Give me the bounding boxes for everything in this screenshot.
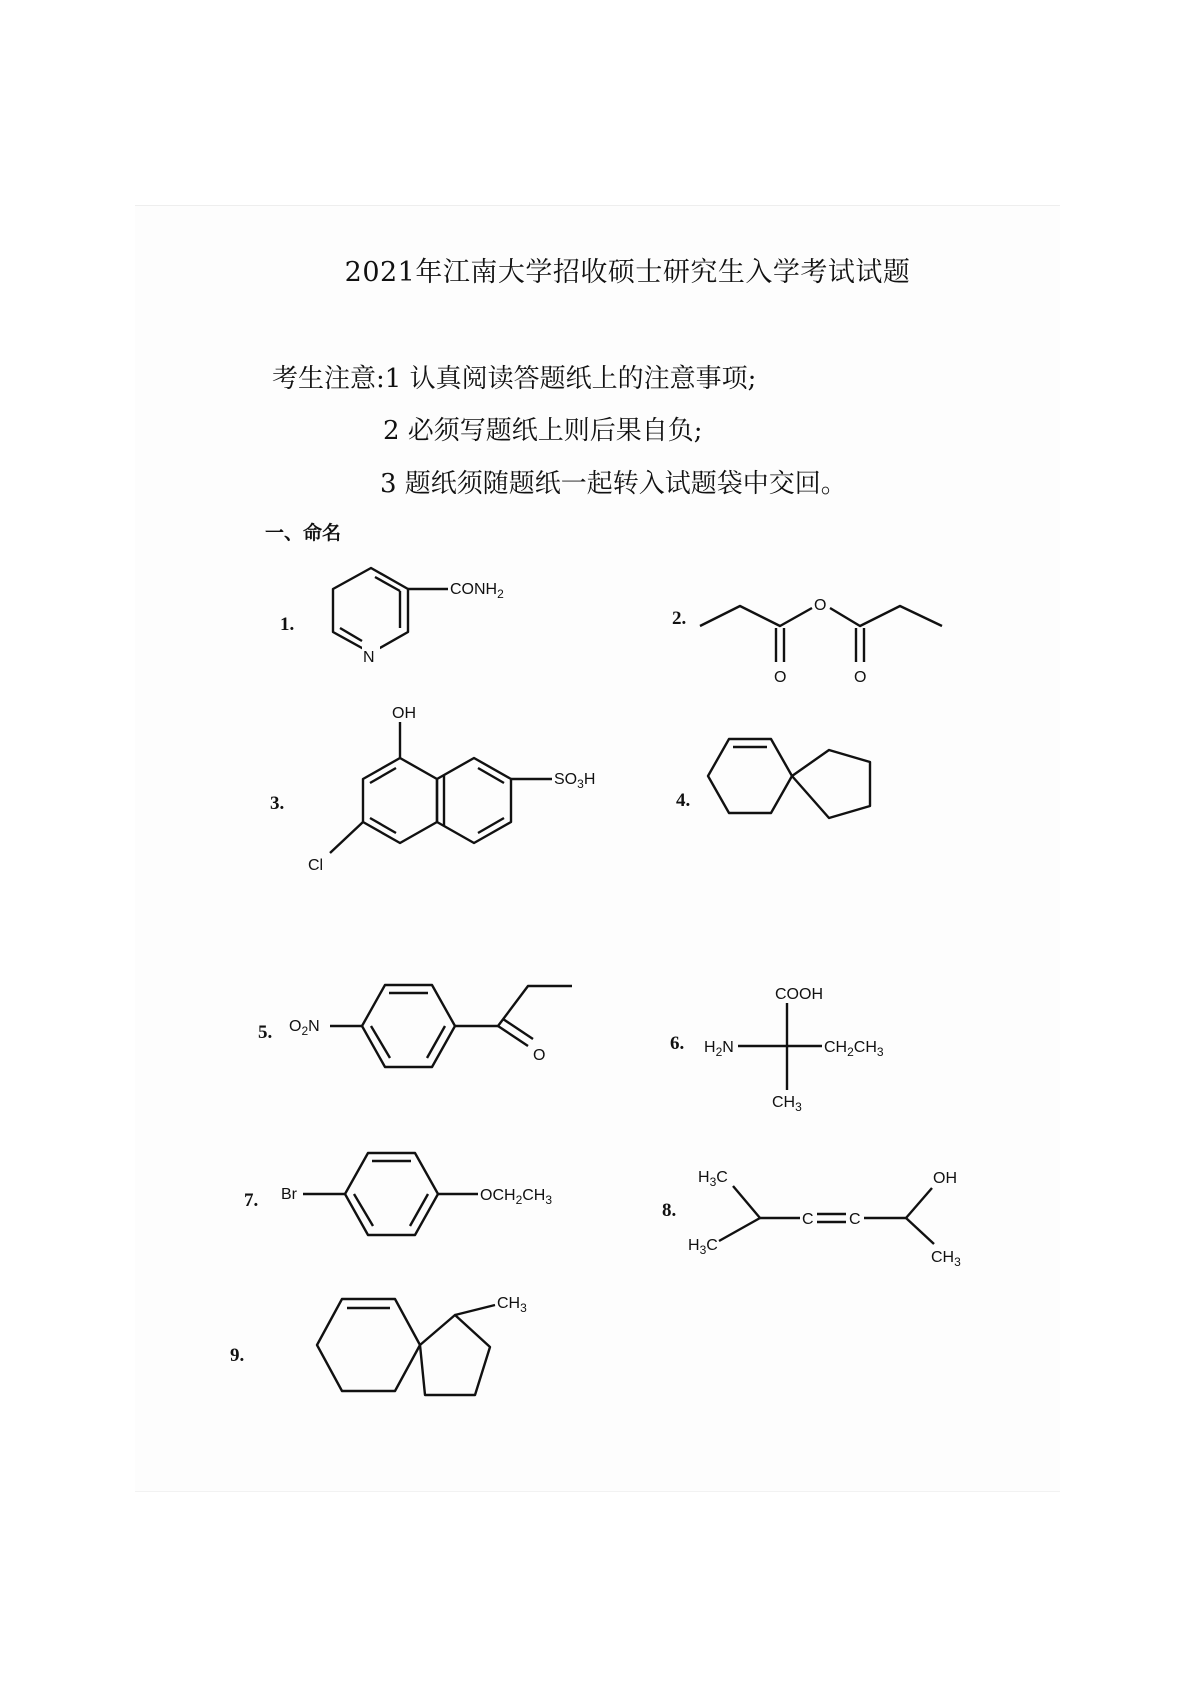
- left-chain: [700, 606, 812, 626]
- question-number-7: 7.: [244, 1190, 259, 1211]
- question-number-4: 4.: [676, 790, 691, 811]
- ring-double-bond: [410, 1194, 428, 1226]
- structure-1-nicotinamide: [333, 568, 504, 666]
- carbonyl-oxygen-label: O: [774, 669, 787, 686]
- hydroxyl-label: OH: [392, 705, 416, 722]
- notice-line-2: 2 必须写题纸上则后果自负;: [383, 416, 703, 446]
- bridge-oxygen-label: O: [814, 597, 827, 614]
- cyclopentane-ring: [792, 750, 870, 818]
- methyl-bond: [455, 1305, 495, 1315]
- ring-double-bond: [370, 818, 396, 833]
- ring-double-bond: [371, 1026, 390, 1058]
- branch-bond: [733, 1186, 760, 1218]
- ring-double-bond: [478, 768, 504, 783]
- chloro-label: Cl: [308, 857, 324, 874]
- question-number-9: 9.: [230, 1345, 245, 1366]
- right-ring: [437, 758, 511, 843]
- sulfonic-acid-label: $SO_3H$: [554, 771, 596, 791]
- pyridine-ring: [333, 568, 408, 653]
- cyclopentane-ring: [420, 1315, 490, 1395]
- carbonyl-oxygen-label: O: [533, 1047, 546, 1064]
- benzene-ring: [345, 1153, 438, 1235]
- carbonyl-oxygen-label: O: [854, 669, 867, 686]
- question-number-1: 1.: [280, 614, 295, 635]
- methyl-label-top: $H_3C$: [698, 1169, 728, 1189]
- question-number-6: 6.: [670, 1033, 685, 1054]
- methyl-bond: [906, 1218, 934, 1244]
- structure-9-methyl-spiro: [317, 1295, 527, 1395]
- methyl-label-right: $CH_3$: [931, 1249, 961, 1269]
- right-chain: [830, 606, 942, 626]
- carbonyl-bond: [503, 1019, 533, 1039]
- structure-5-nitrophenyl-ketone: [289, 985, 572, 1067]
- structure-7-bromophenetole: [281, 1153, 552, 1235]
- cyclohexene-ring: [708, 739, 792, 813]
- conh2-label: $CONH_2$: [450, 581, 504, 601]
- structure-6-amino-acid: [704, 986, 884, 1114]
- cyclohexene-ring: [317, 1299, 420, 1391]
- carboxyl-label: COOH: [775, 986, 823, 1003]
- nitrogen-label: N: [363, 649, 375, 666]
- hydroxyl-label: OH: [933, 1170, 957, 1187]
- ring-double-bond: [478, 818, 504, 833]
- ring-double-bond: [370, 768, 396, 783]
- notice-line-3: 3 题纸须随题纸一起转入试题袋中交回。: [380, 469, 847, 499]
- ring-double-bond: [354, 1194, 373, 1226]
- methyl-label-bottom: $H_3C$: [688, 1237, 718, 1257]
- question-number-8: 8.: [662, 1200, 677, 1221]
- notice-line-1: 考生注意:1 认真阅读答题纸上的注意事项;: [272, 364, 757, 394]
- ring-double-bond: [375, 577, 400, 591]
- section-heading-naming: 一、命名: [265, 522, 342, 544]
- amino-label: $H_2N$: [704, 1039, 734, 1059]
- ring-double-bond: [427, 1026, 445, 1058]
- allene-carbon-label: C: [849, 1211, 861, 1228]
- nitro-label: $O_2N$: [289, 1018, 320, 1038]
- branch-bond: [719, 1218, 760, 1241]
- methyl-label: $CH_3$: [497, 1295, 527, 1315]
- question-number-3: 3.: [270, 793, 285, 814]
- bromo-label: Br: [281, 1186, 297, 1203]
- structure-3-naphthalene: [308, 705, 595, 874]
- chloro-bond: [330, 822, 363, 853]
- left-ring: [363, 758, 437, 843]
- carbonyl-bond: [498, 1026, 528, 1046]
- structure-8-allene: [688, 1169, 961, 1269]
- methyl-label: $CH_3$: [772, 1094, 802, 1114]
- question-number-5: 5.: [258, 1022, 273, 1043]
- oh-bond: [906, 1188, 932, 1218]
- allene-carbon-label: C: [802, 1211, 814, 1228]
- benzene-ring: [362, 985, 455, 1067]
- exam-title: 2021年江南大学招收硕士研究生入学考试试题: [344, 257, 911, 288]
- ethyl-label: $CH_2CH_3$: [824, 1039, 884, 1059]
- ethoxy-label: $OCH_2CH_3$: [480, 1187, 553, 1207]
- structure-4-spiro: [708, 739, 870, 818]
- structure-2-anhydride: [700, 597, 942, 686]
- question-number-2: 2.: [672, 608, 687, 629]
- acyl-chain: [455, 986, 572, 1026]
